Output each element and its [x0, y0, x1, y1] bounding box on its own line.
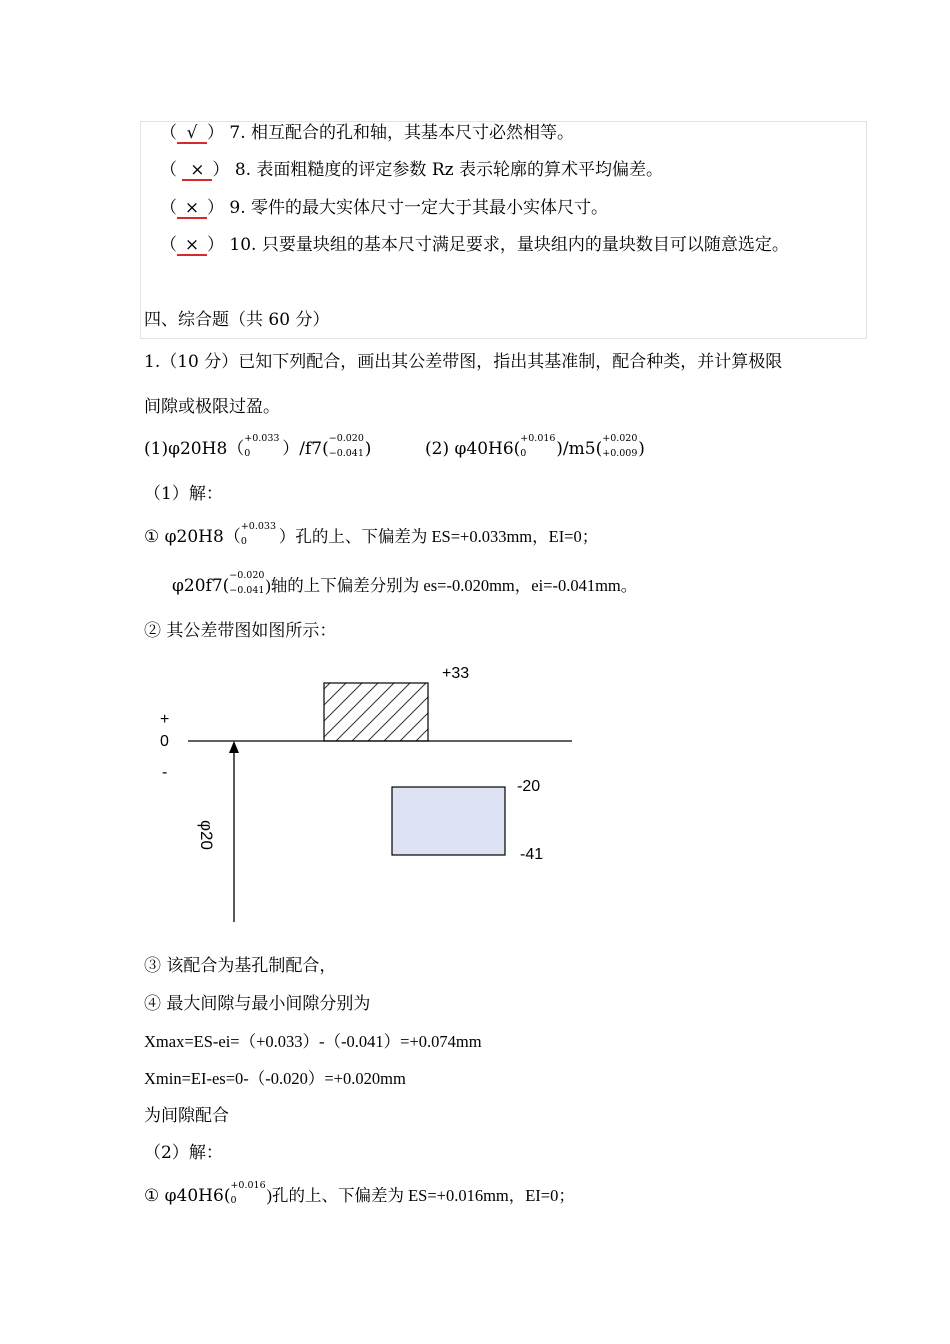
upper-deviation: +0.020 — [602, 432, 638, 444]
judge-item-9 — [160, 197, 608, 219]
minus-sign: - — [162, 764, 168, 781]
deviation-stack — [244, 432, 282, 459]
zero-label: 0 — [160, 733, 169, 750]
solution-2-step-1 — [144, 1179, 575, 1207]
fit-2-prefix: (2) φ40H6( — [425, 439, 521, 459]
section-title: 四、综合题（共 60 分） — [144, 310, 330, 330]
upper-deviation: +0.033 — [244, 432, 280, 444]
shaft-upper-label: -20 — [517, 778, 541, 795]
lower-deviation: 0 — [244, 447, 251, 459]
upper-deviation: +0.016 — [520, 432, 556, 444]
fit-1-suffix: ) — [364, 439, 372, 459]
fit-2-suffix: ) — [638, 439, 645, 459]
deviation-stack — [602, 432, 638, 459]
arrow-head-icon — [229, 741, 239, 753]
lower-deviation: +0.009 — [602, 447, 638, 459]
answer-mark: √ — [177, 124, 207, 144]
fit-type-conclusion: 为间隙配合 — [144, 1106, 229, 1126]
upper-deviation: −0.020 — [328, 432, 364, 444]
upper-deviation: +0.033 — [240, 520, 276, 532]
step-prefix: φ20f7( — [172, 576, 230, 596]
shaft-tolerance-zone — [392, 787, 505, 855]
basic-size-label: φ20 — [197, 820, 216, 850]
shaft-lower-label: -41 — [520, 846, 544, 863]
judge-open: （ — [160, 160, 183, 180]
judge-open: （ — [160, 198, 177, 218]
judge-close: ） — [207, 123, 224, 143]
judge-text: 7. 相互配合的孔和轴，其基本尺寸必然相等。 — [229, 123, 575, 143]
fit-2 — [425, 432, 645, 460]
upper-deviation: −0.020 — [229, 569, 265, 581]
deviation-stack — [240, 520, 279, 547]
step-text: ）孔的上、下偏差为 ES=+0.033mm，EI=0； — [278, 527, 599, 546]
answer-mark: × — [177, 199, 207, 219]
judge-text: 10. 只要量块组的基本尺寸满足要求，量块组内的量块数目可以随意选定。 — [229, 235, 789, 255]
deviation-stack — [520, 432, 556, 459]
fit-1 — [144, 432, 372, 460]
lower-deviation: 0 — [230, 1194, 237, 1206]
upper-deviation: +0.016 — [230, 1179, 266, 1191]
question-1-text: 1.（10 分）已知下列配合，画出其公差带图，指出其基准制，配合种类，并计算极限 — [144, 352, 783, 372]
xmin-formula: Xmin=EI-es=0-（-0.020）=+0.020mm — [144, 1069, 406, 1088]
fit-1-mid: ）/f7( — [282, 439, 329, 459]
judge-text: 8. 表面粗糙度的评定参数 Rz 表示轮廓的算术平均偏差。 — [234, 160, 663, 180]
lower-deviation: 0 — [520, 447, 527, 459]
step-prefix: ① φ40H6( — [144, 1186, 231, 1206]
judge-close: ） — [212, 160, 230, 180]
solution-1-step-2: ② 其公差带图如图所示： — [144, 621, 337, 641]
judge-item-8 — [160, 159, 663, 181]
judge-text: 9. 零件的最大实体尺寸一定大于其最小实体尺寸。 — [229, 198, 609, 218]
hole-tolerance-zone — [324, 683, 428, 741]
solution-2-heading: （2）解： — [144, 1143, 223, 1163]
fit-1-prefix: (1)φ20H8（ — [144, 439, 245, 459]
judge-item-7 — [160, 122, 574, 144]
solution-1-step-1b — [172, 569, 638, 597]
question-frame — [140, 121, 867, 339]
tolerance-zone-diagram — [150, 655, 590, 930]
answer-mark: × — [182, 161, 212, 181]
judge-open: （ — [160, 123, 177, 143]
hole-upper-label: +33 — [442, 665, 470, 682]
plus-sign: + — [160, 711, 170, 728]
question-1-text-cont: 间隙或极限过盈。 — [144, 397, 280, 417]
deviation-stack — [328, 432, 365, 459]
lower-deviation: 0 — [240, 535, 247, 547]
judge-item-10 — [160, 234, 789, 256]
answer-mark: × — [177, 236, 207, 256]
step-prefix: ① φ20H8（ — [144, 527, 241, 547]
deviation-stack — [230, 1179, 266, 1206]
xmax-formula: Xmax=ES-ei=（+0.033）-（-0.041）=+0.074mm — [144, 1032, 482, 1051]
solution-1-step-3: ③ 该配合为基孔制配合， — [144, 956, 337, 976]
judge-open: （ — [160, 235, 177, 255]
solution-1-heading: （1）解： — [144, 484, 223, 504]
fit-2-mid: )/m5( — [556, 439, 603, 459]
solution-1-step-4: ④ 最大间隙与最小间隙分别为 — [144, 994, 371, 1014]
step-text: )孔的上、下偏差为 ES=+0.016mm，EI=0； — [266, 1186, 575, 1205]
step-text: )轴的上下偏差分别为 es=-0.020mm，ei=-0.041mm。 — [265, 576, 638, 595]
lower-deviation: −0.041 — [229, 584, 265, 596]
judge-close: ） — [207, 198, 224, 218]
solution-1-step-1 — [144, 520, 599, 548]
lower-deviation: −0.041 — [328, 447, 364, 459]
deviation-stack — [229, 569, 265, 596]
judge-close: ） — [207, 235, 224, 255]
